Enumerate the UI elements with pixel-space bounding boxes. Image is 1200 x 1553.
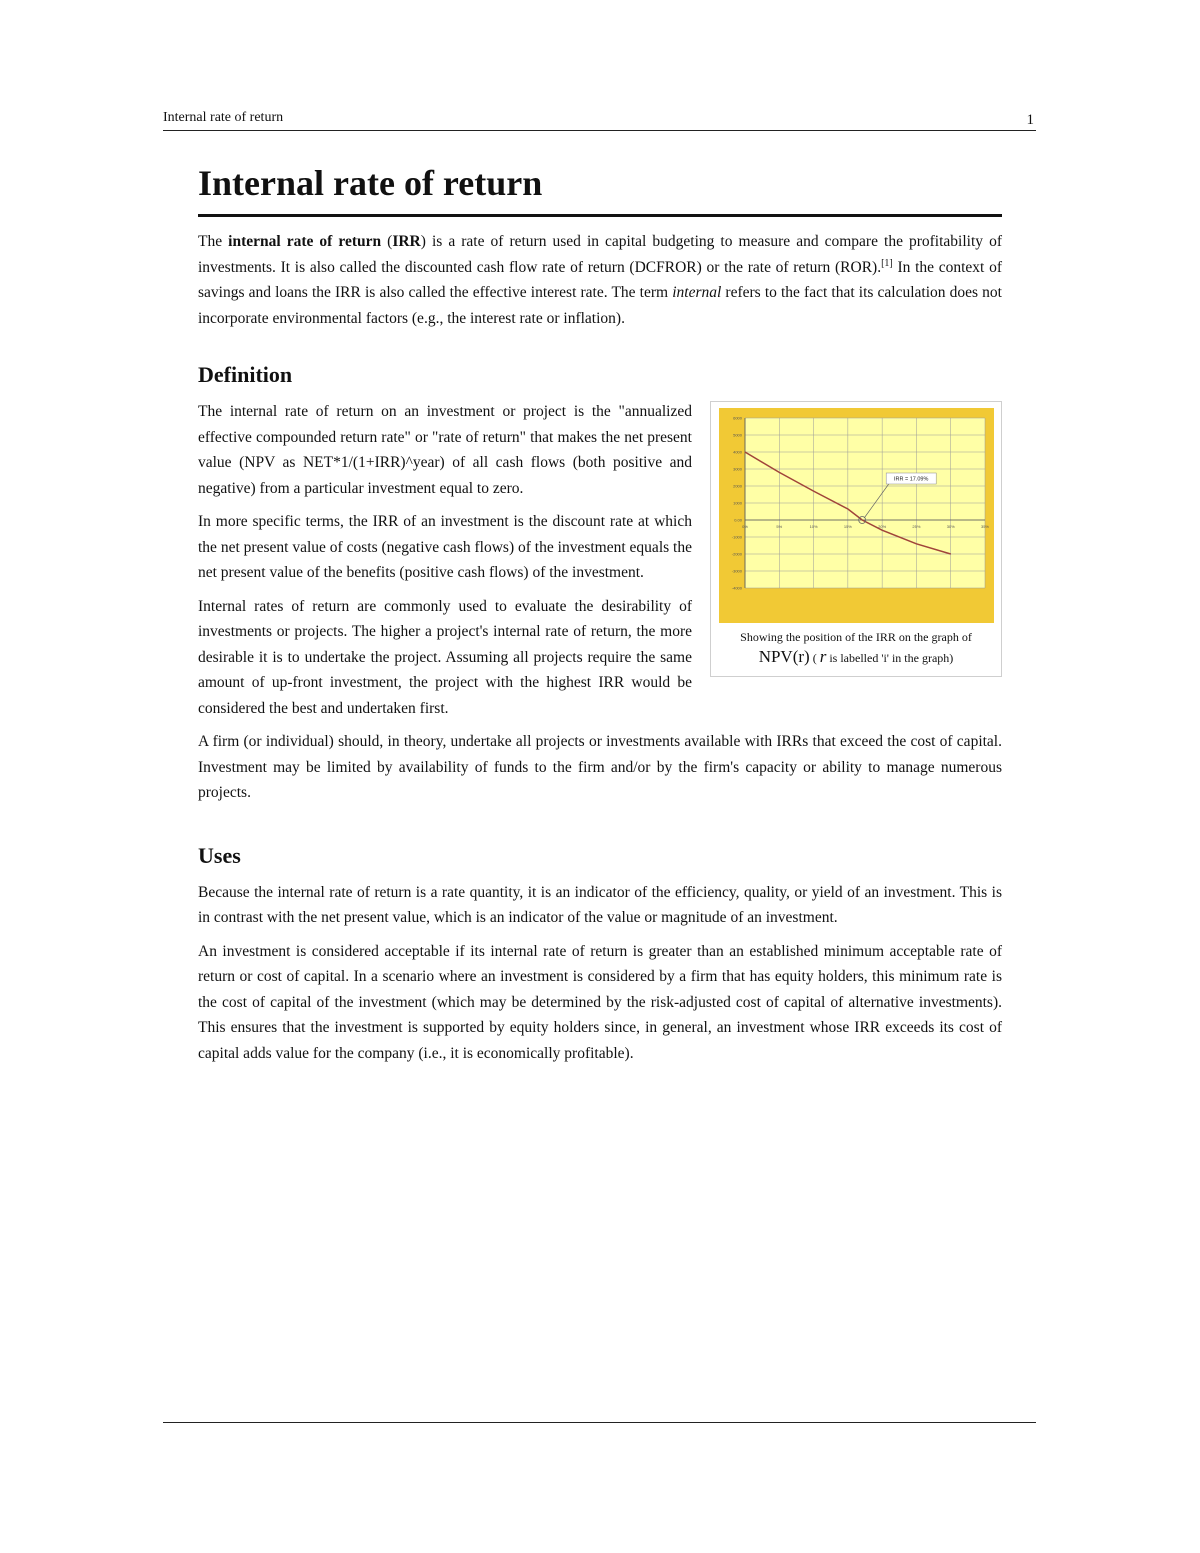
uses-paragraph-1: Because the internal rate of return is a rate quantity, it is an indicator of the efficiency, quality, or yield of an investment. This is in contrast with the net present value, which is an indicator of the value or magnitude of an investment. bbox=[198, 883, 1002, 926]
definition-heading: Definition bbox=[198, 362, 293, 387]
definition-paragraph-1: The internal rate of return on an investment or project is the "annualized effective compounded return rate" or "rate of return" that makes the net present value (NPV as NET*1/(1+IRR)^year) of all cash flows (both positive and negative) from a particular investment equal to zero. bbox=[198, 403, 692, 497]
x-tick-label: 5% bbox=[776, 524, 783, 529]
y-tick-label: 0.00 bbox=[734, 517, 742, 523]
y-tick-label: 5000 bbox=[733, 432, 742, 438]
y-tick-label: 2000 bbox=[733, 483, 742, 489]
intro-term-bold: internal rate of return bbox=[228, 233, 382, 250]
uses-heading: Uses bbox=[198, 842, 241, 868]
x-tick-label: 30% bbox=[946, 524, 955, 529]
uses-paragraph-2: An investment is considered acceptable if its internal rate of return is greater than an established minimum acceptable rate of return or cost of capital. In a scenario where an investment is considered by a firm that has equity holders, this minimum rate is the cost of capital of the investment (which may be determined by the risk-adjusted cost of capital of alternative investments). This ensures that the investment is supported by equity holders since, in general, an investment whose IRR exceeds its cost of capital adds value for the company (i.e., it is economically profitable). bbox=[198, 942, 1002, 1062]
y-tick-label: -2000 bbox=[731, 551, 742, 557]
x-tick-label: 0% bbox=[742, 524, 748, 529]
intro-text: ( bbox=[381, 233, 393, 250]
x-tick-label: 35% bbox=[980, 524, 990, 529]
x-tick-label: 25% bbox=[912, 524, 921, 529]
y-tick-label: 4000 bbox=[733, 449, 742, 455]
running-header bbox=[163, 110, 1036, 131]
article bbox=[198, 160, 1002, 1066]
intro-text: ) is a rate of return used in capital budgeting to measure and compare the profitability of investments. It is also called the discounted cash flow rate of return (DCFROR) or the rate of return (ROR). bbox=[198, 233, 1002, 276]
irr-annotation-label: IRR = 17.09% bbox=[893, 476, 929, 483]
y-tick-label: -1000 bbox=[731, 534, 742, 540]
definition-section bbox=[198, 399, 1002, 806]
caption-r-math: r bbox=[819, 647, 827, 666]
npv-chart bbox=[719, 408, 994, 623]
y-tick-label: 6000 bbox=[733, 415, 742, 421]
reference-link[interactable]: [1] bbox=[881, 257, 893, 269]
definition-paragraph-2: In more specific terms, the IRR of an investment is the discount rate at which the net present value of costs (negative cash flows) of the investment equals the net present value of the benefits (positive cash flows) of the investment. bbox=[198, 513, 692, 581]
figure-caption bbox=[719, 627, 993, 668]
caption-rest: is labelled 'i' in the graph) bbox=[826, 651, 954, 665]
intro-abbrev-bold: IRR bbox=[392, 233, 421, 250]
intro-text: In the context of savings and loans the IRR is also called the effective interest rate. The term bbox=[198, 258, 1002, 301]
x-tick-label: 20% bbox=[878, 524, 887, 529]
y-tick-label: -4000 bbox=[731, 585, 742, 591]
intro-paragraph bbox=[198, 229, 1002, 331]
page-number: 1 bbox=[1026, 112, 1034, 128]
definition-paragraph-4: A firm (or individual) should, in theory, undertake all projects or investments available with IRRs that exceed the cost of capital. Investment may be limited by availability of funds to the firm and/or by the firm's capacity or ability to manage numerous projects. bbox=[198, 733, 1002, 801]
y-tick-label: -3000 bbox=[731, 568, 742, 574]
x-tick-label: 10% bbox=[809, 524, 818, 529]
y-tick-label: 3000 bbox=[733, 466, 742, 472]
y-tick-label: 1000 bbox=[733, 500, 742, 506]
intro-text: refers to the fact that its calculation does not incorporate environmental factors (e.g., the interest rate or inflation). bbox=[198, 284, 1002, 327]
article-title: Internal rate of return bbox=[198, 160, 1002, 217]
running-header-title: Internal rate of return bbox=[163, 110, 284, 125]
intro-text: The bbox=[198, 233, 229, 250]
caption-line-2: NPV(r) ( r is labelled 'i' in the graph) bbox=[758, 647, 954, 666]
intro-italic-term: internal bbox=[672, 284, 722, 301]
caption-line-1: Showing the position of the IRR on the graph of bbox=[740, 630, 972, 644]
npv-figure bbox=[710, 401, 1002, 677]
caption-npv-math: NPV(r) bbox=[758, 647, 810, 666]
definition-paragraph-3: Internal rates of return are commonly used to evaluate the desirability of investments or projects. The higher a project's internal rate of return, the more desirable it is to undertake the project. Assuming all projects require the same amount of up-front investment, the project with the highest IRR would be considered the best and undertaken first. bbox=[198, 597, 692, 717]
footer-rule bbox=[163, 1422, 1036, 1423]
x-tick-label: 15% bbox=[843, 524, 852, 529]
